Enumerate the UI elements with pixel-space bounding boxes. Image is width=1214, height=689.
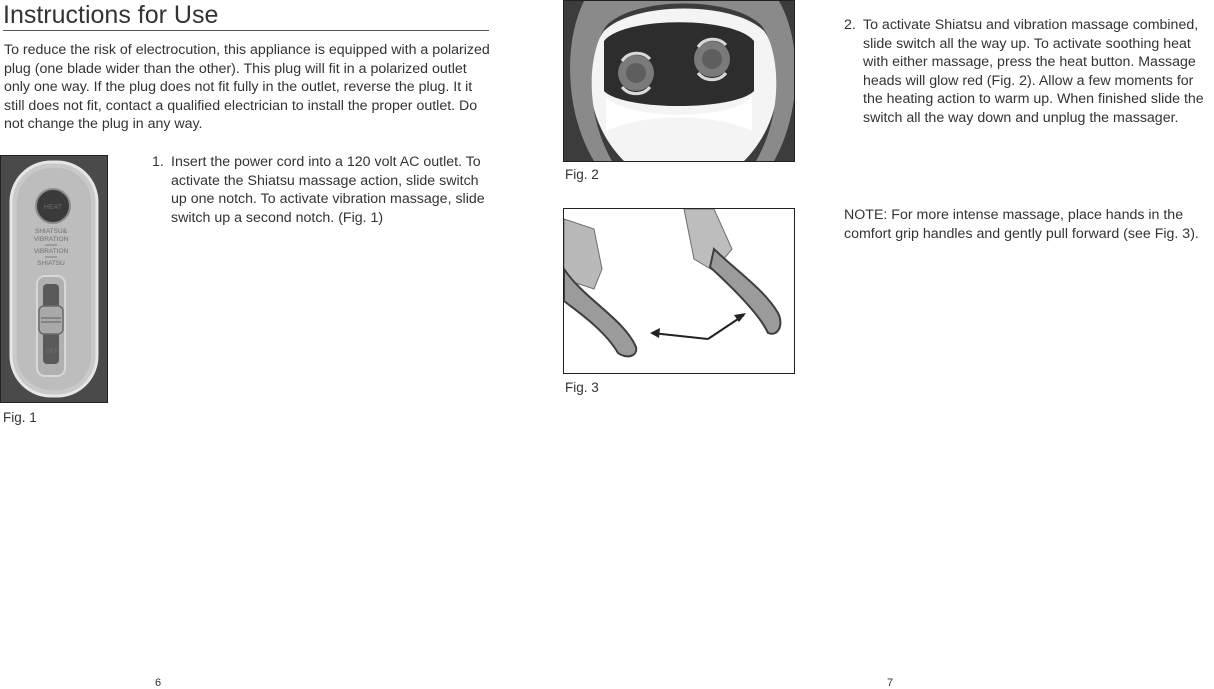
note-paragraph: NOTE: For more intense massage, place hands in the comfort grip handles and gently pull forward (see Fig. 3). [844, 207, 1199, 242]
step-2-text: To activate Shiatsu and vibration massage combined, slide switch all the way up. To activate soothing heat with either massage, press the heat button. Massage heads will glow red (Fig. 2). Allow a few moments for the heating action to warm up. When finished slide the switch all the way down and unplug the massager. [863, 17, 1204, 126]
step-1-number: 1. [152, 154, 164, 170]
step-1-text: Insert the power cord into a 120 volt AC outlet. To activate the Shiatsu massage action, slide switch up one notch. To activate vibration massage, slide switch up a second notch. (Fig. 1) [171, 154, 485, 226]
step-2-number: 2. [844, 17, 856, 33]
switch-label-shiatsu: SHIATSU [37, 260, 65, 267]
fig1-caption: Fig. 1 [3, 410, 37, 425]
page-title: Instructions for Use [3, 0, 489, 31]
step-1 [152, 153, 492, 227]
step-2 [844, 16, 1214, 127]
fig2-massage-heads-photo [563, 0, 795, 162]
fig3-caption: Fig. 3 [565, 380, 599, 395]
page-number-right: 7 [887, 677, 894, 689]
page-number-left: 6 [155, 677, 162, 689]
heat-button-label: HEAT [43, 204, 63, 211]
switch-label-off: OFF [45, 348, 59, 355]
fig3-grip-handles-photo [563, 208, 795, 374]
polarized-plug-paragraph: To reduce the risk of electrocution, this appliance is equipped with a polarized plug (one blade wider than the other). This plug will fit in a polarized outlet only one way. If the plug does not fit fully in the outlet, reverse the plug. It it still does not fit, contact a qualified electrician to install the proper outlet. Do not change the plug in any way. [4, 42, 490, 132]
fig1-control-panel-photo [0, 155, 108, 403]
fig2-caption: Fig. 2 [565, 167, 599, 182]
switch-label-combined-1: SHIATSU& [34, 228, 68, 235]
switch-label-combined-2: VIBRATION [33, 236, 69, 243]
switch-label-vibration: VIBRATION [33, 248, 69, 255]
